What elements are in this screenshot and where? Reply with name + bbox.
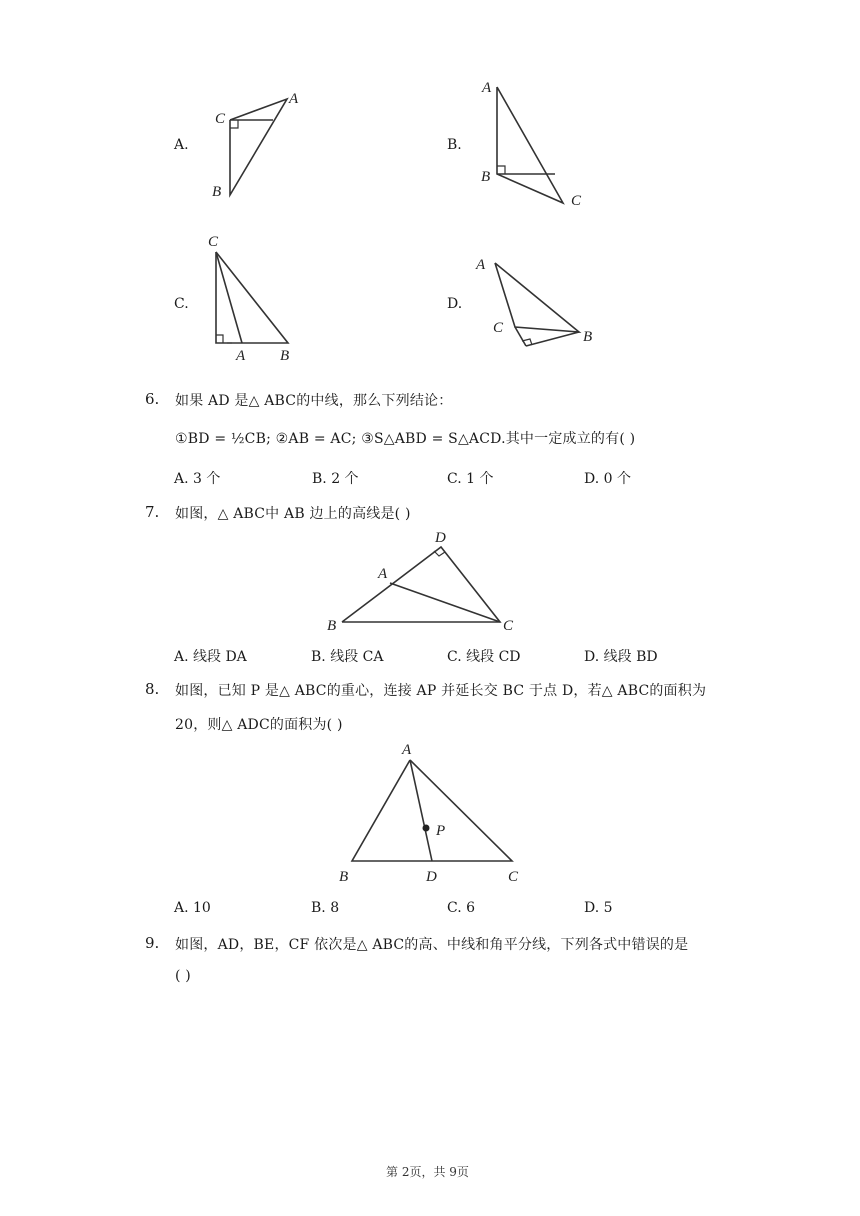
- q8-option-b: B. 8: [311, 900, 340, 916]
- q5-option-c-label: C.: [174, 296, 189, 312]
- q8-centroid-point: [423, 825, 430, 832]
- q6-option-a: A. 3 个: [174, 471, 221, 487]
- q9-text-line1: 如图，AD，BE，CF 依次是△ ABC的高、中线和角平分线，下列各式中错误的是: [175, 937, 689, 953]
- q7-figure: [318, 525, 528, 637]
- q5c-vertex-a: A: [236, 348, 246, 364]
- q8-option-d: D. 5: [584, 900, 613, 916]
- q5d-vertex-b: B: [583, 329, 593, 345]
- q5a-vertex-b: B: [212, 184, 222, 200]
- q7-vertex-c: C: [503, 618, 514, 634]
- q5-option-d-figure: [470, 245, 610, 355]
- q5b-vertex-c: C: [571, 193, 582, 209]
- q8-text-line1: 如图，已知 P 是△ ABC的重心，连接 AP 并延长交 BC 于点 D，若△ ABC的面积为: [175, 683, 707, 699]
- q7-option-b: B. 线段 CA: [311, 649, 384, 665]
- q8-figure: [330, 738, 530, 888]
- page-footer: 第 2页，共 9页: [386, 1165, 469, 1179]
- q7-number: 7.: [145, 503, 160, 521]
- q8-vertex-c: C: [508, 869, 519, 885]
- q8-option-c: C. 6: [447, 900, 476, 916]
- q7-text: 如图，△ ABC中 AB 边上的高线是( ): [175, 506, 411, 522]
- q8-number: 8.: [145, 680, 160, 698]
- q7-option-d: D. 线段 BD: [584, 649, 658, 665]
- q9-text-line2: ( ): [175, 968, 191, 984]
- q8-vertex-d: D: [426, 869, 437, 885]
- q5b-vertex-b: B: [481, 169, 491, 185]
- q5a-vertex-a: A: [289, 91, 299, 107]
- q6-text: 如果 AD 是△ ABC的中线，那么下列结论：: [175, 393, 453, 409]
- q7-option-c: C. 线段 CD: [447, 649, 521, 665]
- q8-vertex-p: P: [436, 823, 446, 839]
- q5-option-b-label: B.: [447, 137, 462, 153]
- q7-vertex-d: D: [435, 530, 446, 546]
- q5b-vertex-a: A: [482, 80, 492, 96]
- q5-option-c-figure: [200, 230, 310, 365]
- q8-option-a: A. 10: [174, 900, 211, 916]
- q8-text-line2: 20，则△ ADC的面积为( ): [175, 717, 343, 733]
- q5-option-a-label: A.: [174, 137, 189, 153]
- q5d-vertex-a: A: [476, 257, 486, 273]
- q8-vertex-a: A: [402, 742, 412, 758]
- q9-number: 9.: [145, 934, 160, 952]
- q7-vertex-a: A: [378, 566, 388, 582]
- q5d-vertex-c: C: [493, 320, 504, 336]
- q5a-vertex-c: C: [215, 111, 226, 127]
- q7-option-a: A. 线段 DA: [174, 649, 247, 665]
- q6-statements: ①BD = ½CB; ②AB = AC; ③S△ABD = S△ACD.其中一定成立的有( ): [175, 431, 636, 447]
- q5-option-b-figure: [475, 75, 595, 215]
- q5-option-d-label: D.: [447, 296, 463, 312]
- q5c-vertex-b: B: [280, 348, 290, 364]
- q5c-vertex-c: C: [208, 234, 219, 250]
- q6-option-d: D. 0 个: [584, 471, 631, 487]
- q6-option-c: C. 1 个: [447, 471, 494, 487]
- q6-option-b: B. 2 个: [312, 471, 359, 487]
- q8-vertex-b: B: [339, 869, 349, 885]
- q5-option-a-figure: [205, 85, 315, 205]
- q6-number: 6.: [145, 390, 160, 408]
- q7-vertex-b: B: [327, 618, 337, 634]
